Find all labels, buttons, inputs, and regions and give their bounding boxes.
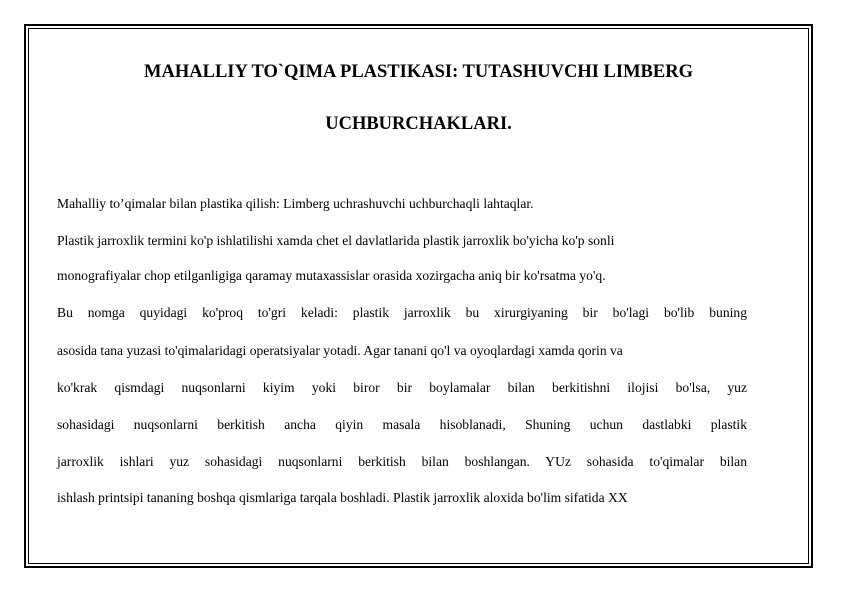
page-border-inner (28, 28, 809, 564)
body-line-5: asosida tana yuzasi to'qimalaridagi operatsiyalar yotadi. Agar tanani qo'l va oyoqlardagi xamda qorin va (57, 343, 623, 358)
body-line-8: jarroxlik ishlari yuz sohasidagi nuqsonlarni berkitish bilan boshlangan. YUz sohasida to'qimalar bilan (57, 454, 747, 469)
body-line-4: Bu nomga quyidagi ko'proq to'gri keladi: plastik jarroxlik bu xirurgiyaning bir bo'lagi bo'lib buning (57, 305, 747, 320)
body-line-7: sohasidagi nuqsonlarni berkitish ancha qiyin masala hisoblanadi, Shuning uchun dastlabki plastik (57, 417, 747, 432)
body-line-6: ko'krak qismdagi nuqsonlarni kiyim yoki biror bir boylamalar bilan berkitishni ilojisi bo'lsa, yuz (57, 380, 747, 395)
document-title-line-1: MAHALLIY TO`QIMA PLASTIKASI: TUTASHUVCHI LIMBERG (144, 62, 693, 82)
document-title-line-2: UCHBURCHAKLARI. (325, 114, 512, 134)
body-line-1: Mahalliy to’qimalar bilan plastika qilish: Limberg uchrashuvchi uchburchaqli lahtaqlar. (57, 196, 534, 211)
body-line-9: ishlash printsipi tananing boshqa qismlariga tarqala boshladi. Plastik jarroxlik aloxida bo'lim sifatida XX (57, 490, 628, 505)
body-line-3: monografiyalar chop etilganligiga qaramay mutaxassislar orasida xozirgacha aniq bir ko'rsatma yo'q. (57, 268, 606, 283)
body-line-2: Plastik jarroxlik termini ko'p ishlatilishi xamda chet el davlatlarida plastik jarroxlik bo'yicha ko'p sonli (57, 233, 615, 248)
